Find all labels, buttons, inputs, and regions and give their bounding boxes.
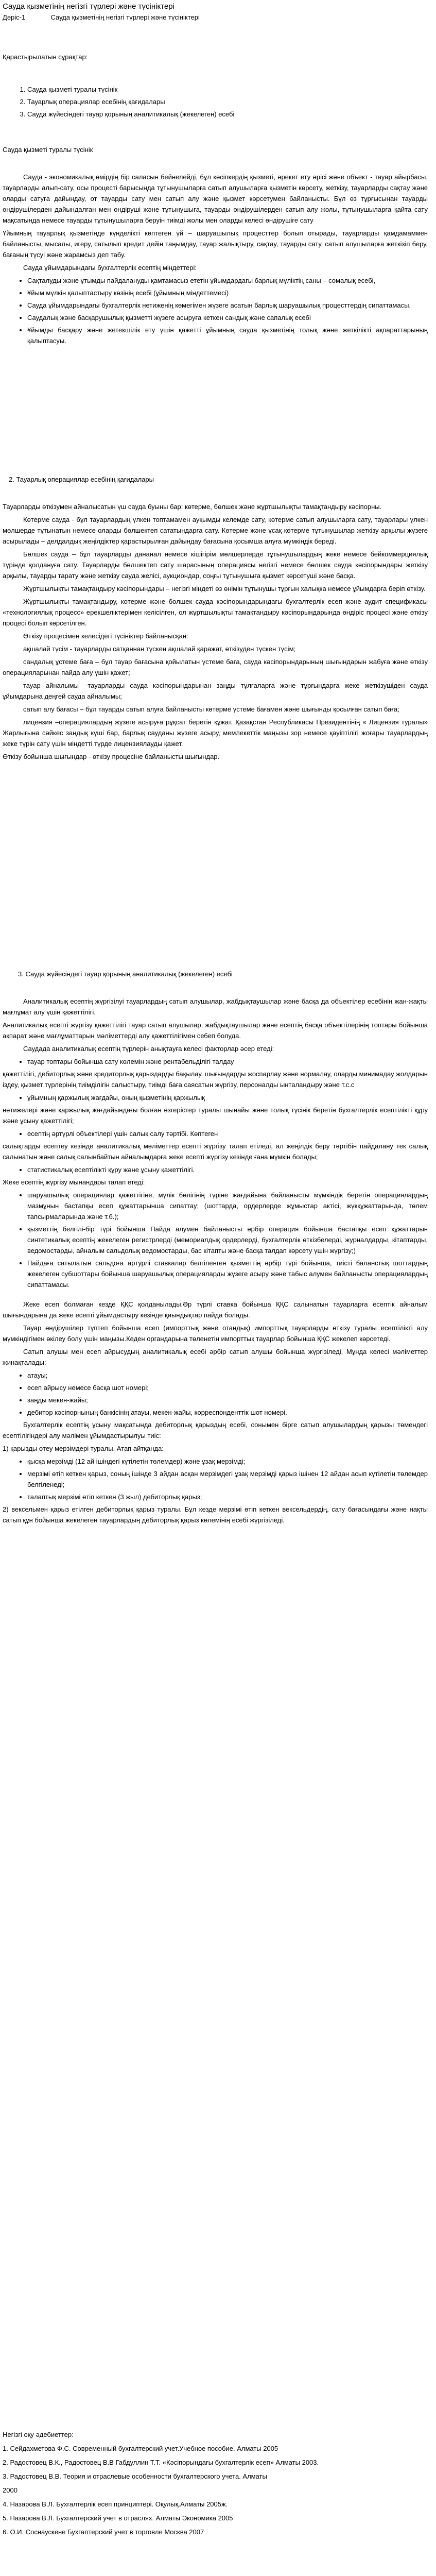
paragraph: сатып алу бағасы – бұл тауарды сатып алуға байланысты көтерме үстеме бағамен және шығынды қосылған сатып баға; — [23, 705, 399, 713]
paragraph: Көтерме сауда - бұл тауарлардың үлкен топтамамен ауқымды келемде сату, көтерме сатып алушыларға сату, тауарлары үлкен мөлшерде тұтынатын немесе оларды бөлшектеп сататындарға сату. Көтерме және ұсақ көтерме тұтынушылар жеткізу арқылы жүзеге асырылады – делдалдық жеңілдіктер қарастырылған дайындау бағасына қосымша алуға мүмкіндік береді. — [3, 516, 428, 545]
list-item: • Ұйымды басқару және жетекшілік ету үшін қажетті ұйымның сауда қызметінің толық және жеткілікті ақпараттарының қалыптасуы. — [27, 325, 428, 346]
list-item: • Ұйым мүлкін қалыптастыру көзінің есебі (ұйымның міндеттемесі) — [27, 287, 428, 298]
list-item: • Сауда ұйымдарындағы бухгалтерлік нетиженің көмегімен жүзеге асатын барлық шаруашылық процесттердің сипаттамасы. — [27, 300, 428, 311]
outline — [3, 52, 428, 121]
list-item: • тауар топтары бойынша сату көлемін және рентабельділігі талдау — [27, 1056, 428, 1067]
paragraph: лицензия –операциялардың жүзеге асыруға рұқсат беретін құжат. Қазақстан Республикасы Президентінің « Лицензия туралы» Жарлығына сәйкес заңдық күші бар, барлық сауданы жүзеге асыру, мемлекеттік маңызы зор немесе қауіптілігі жоғары тауарлардың жеке түрін сату үшін міндетті түрде лицензиялауды қажет. — [3, 718, 428, 748]
section-heading: 2. Тауарлық операциялар есебінің қағидалары — [9, 476, 154, 483]
header — [3, 1, 428, 23]
list-item: • қысқа мерзімді (12 ай ішіндегі күтілетін төлемдер) және ұзақ мерзімді; — [27, 1456, 428, 1467]
paragraph: Сауда - экономикалық өмірдің бір саласын бейнелейді, бұл кәсіпкердің қызметі, әрекет ету әрісі және объект - тауар айырбасы, тауарларды алып-сату, осы процесті барысында тұтынушыларға сатып алушыларға қызметін көрсету, жеткізу, тауарларды сақтау және оларды сатуға дайындау, от тауарды сату мен сатып алу және қызмет көрсетумен байланысты. Бұл өз тұрғысынан тауарды өндірушілерден дайындалған мен өндіруші және тұтынушыға, тауарды өндірушілерден сатып алу жолы, тұтынушыларға қайта сату мақсатында немесе тауарды тұтынушыларға беруін тиімді жолы мен оларды келесі өндірушіге сату — [3, 173, 428, 224]
paragraph: Сауда ұйымдарындағы бухгалтерлік есептің міндеттері: — [23, 264, 197, 272]
list-item: • талаптық мерзімі өтіп кеткен (3 жыл) дебиторлық қарыз; — [27, 1492, 428, 1502]
paragraph: Аналитикалық есептің жүргізілуі тауарлардың сатып алушылар, жабдықтаушылар және басқа да объектілер есебінің жан-жақты мағлұмат алу үшін қажеттілігі. — [3, 997, 428, 1016]
reference-item: 3. Радостовец В.В. Теория и отраслевые особенности бухгалтерского учета. Алматы — [3, 2472, 267, 2480]
duties-list — [3, 275, 428, 346]
list-item: • шаруашылық операциялар қажеттігіне, мүлік бөлігінің түріне жағдайына байланысты мүмкіндік беретін операциялардың мазмұнын бастапқы есеп құжаттарынша сипаттау; (шоттарда, ордерлерде жұмыстар актісі, жүкқұжаттарында, төлем тапсырмаларында және т.б.); — [27, 1190, 428, 1222]
list-item: • мерзімі өтіп кеткен қарыз, соның ішінде 3 айдан асқан мерзімдегі ұзақ мерзімді қарыз ішінен 12 айдан асып күтілетін төлемдер белгіленеді; — [27, 1468, 428, 1490]
section-heading: Сауда қызметі туралы түсінік — [3, 146, 93, 154]
list-item: • есеп айрысу немесе басқа шот номері; — [27, 1382, 428, 1393]
paragraph: 1) қарызды өтеу мерзімдері туралы. Атап айтқанда: — [3, 1445, 164, 1452]
factor-list — [3, 1128, 428, 1139]
reference-item: 4. Назарова В.Л. Бухгалтерлік есеп принциптері. Оқулық.Алматы 2005ж. — [3, 2500, 228, 2508]
reference-item: 5. Назарова В.Л. Бухгалтерский учет в отраслях. Алматы Экономика 2005 — [3, 2514, 233, 2522]
paragraph: Жұртшылықты тамақтандыру кәсіпорындары – негізгі міндеті өз өнімін тұтынушы тұрғын халықка немесе ұйымдарға беріп өткізу. — [23, 585, 426, 592]
section-heading: 3. Сауда жүйесіндегі тауар қорының аналитикалық (жекелеген) есебі — [18, 970, 233, 978]
paragraph: Жеке есептің жүргізу мынандары талап етеді: — [3, 1178, 145, 1186]
paragraph: сандалық ұстеме баға – бұл тауар бағасына қойылатын үстеме баға, сауда кәсіпорындарының шығындарын жабуға және өткізу операцияларынан пайда алу үшін қажет; — [3, 658, 428, 676]
document-title: Сауда қызметінің негізгі түрлері және түсініктері — [3, 2, 175, 11]
factor-list — [3, 1164, 428, 1175]
paragraph: Бөлшек сауда – бұл тауарларды дананал немесе кішігірім мөлшерлерде тұтынушылардың жеке немесе бейкоммерциялық түрінде қолдануға сату. Тауарларды бөлшектеп сату шарасының операциясы негізгі немесе бөлшек сауда кәсіпорындары жеткізу арқылы, тауарды тарату және жеткізу сауда желісі, аукциондар, соңғы тұтынушыға қызмет көрсетуші және басқа. — [3, 550, 428, 580]
paragraph: 2) вексельмен қарыз етілген дебиторлық қарыз туралы. Бұл кезде мерзімі өтіп кеткен вексельдердің, сату бағасындағы және нақты сатып құн бойынша жекелеген тауарлардың дебиторлық қарыз көлемінің есебі жүргізіледі. — [3, 1505, 428, 1524]
outline-item: 3. Сауда жүйесіндегі тауар қорының аналитикалық (жекелеген) есебі — [27, 109, 428, 120]
reference-item: 2. Радостовец В.К., Радостовец В.В Габдуллин Т.Т. «Кәсіпорындағы бухгалтерлік есеп» Алматы 2003. — [3, 2459, 319, 2466]
paragraph: нәтижелері және қаржылық жағдайындағы болған өзгерістер туралы шынайы және толық түсінік беретін бухгалтерлік есептілікті құру және ұсыну қажеттілігі; — [3, 1106, 428, 1125]
paragraph: Саудада аналитикалық есептің түрлерін анықтауға келесі факторлар әсер етеді: — [23, 1045, 274, 1053]
section-2 — [3, 474, 428, 764]
paragraph: Үйымның тауарлық қызметінде күнделікті көптеген үй – шаруашылық процесттер болып отырады, тауарларды қамдамаммен байланысты, мысалы, игеру, сатылып кредит дейін таңымдау, тауар жалықтыру, сақтау, тауарды сату, сатып алушыларға жеткізіп беру, бағаның түсуі және жарамсыз деп табу. — [3, 229, 428, 259]
paragraph: қажеттілігі, дебиторлық және кредиторлық қарыздарды бақылау, шығындарды жоспарлау және нормалау, оларды минимадау жолдарын іздеу, қызмет түрлерінің тиімділігін салыстыру, тиімді баға саясатын жүргізу, персоналды ынталандыру және т.с.с — [3, 1070, 428, 1089]
references — [3, 2429, 428, 2540]
factor-list — [3, 1092, 428, 1103]
lecture-topic: Сауда қызметінің негізгі түрлері және түсініктері — [50, 13, 200, 21]
buyer-details-list — [3, 1370, 428, 1418]
paragraph: Жеке есеп болмаған кезде ҚҚС қолданылады.Әр түрлі ставка бойынша ҚҚС салынатын тауарларға есептік айналым шығындарына да жеке есепті ұйымдастыру кезінде қиындықтар пайда болады. — [3, 1300, 428, 1319]
paragraph: Бухгалтерлік есептің ұсыну мақсатында дебиторлық қарыздың есебі, сонымен бірге сатып алушылардың қарызы төмендегі есептілігіндері алу мәлімен ұйымдастырылуы тиіс: — [3, 1421, 428, 1439]
list-item: • дебитор кәсіпорнының банкісінің атауы, мекен-жайы, корреспонденттік шот номері. — [27, 1407, 428, 1418]
list-item: • есептің әртүрлі объектілері үшін салық салу тәртібі. Көптеген — [27, 1128, 428, 1139]
reference-item: 1. Сейдахметова Ф.С. Современный бухгалтерский учет.Учебное пособие. Алматы 2005 — [3, 2445, 278, 2452]
debt-terms-list — [3, 1456, 428, 1502]
list-item: • ұйымның қаржылық жағдайы, оның қызметінің қаржылық — [27, 1092, 428, 1103]
outline-item: 1. Сауда қызметі туралы түсінік — [27, 84, 428, 95]
outline-item: 2. Тауарлық операциялар есебінің қағидалары — [27, 96, 428, 107]
paragraph: Өткізу процесімен келесідегі түсініктер байланысқан: — [23, 632, 188, 640]
paragraph: тауар айналымы –тауарларды сауда кәсіпорындарынан заңды тұлғаларға және тұрғындарға жеке жеткізушіден сауда ұйымдарына деңгей сауда айналымы; — [3, 682, 428, 700]
paragraph: Жұртшылықты тамақтандыру, көтерме және бөлшек сауда кәсіпорындарындағы бухгалтерлік есеп және аудит спецификасы «технологиялық процесс» ерекшеліктерімен келісілген, ол жұртшылықты тамақтандыру кәсіпорындарында өндіріс процесі және өткізу процесі болып көрсетілген. — [3, 598, 428, 627]
paragraph: Сатып алушы мен есеп айрысудың аналитикалық есебі әрбір сатып алушы бойынша жүргізіледі, Мұнда келесі мәліметтер жинақталады: — [3, 1348, 428, 1366]
list-item: • Сақталуды және ұтымды пайдалануды қамтамасыз ететін ұйымдардағы барлық мүліктің саны – сомалық есебі, — [27, 275, 428, 286]
list-item: • статистикалық есептілікті құру және ұсыну қажеттілігі. — [27, 1164, 428, 1175]
list-item: • заңды мекен-жайы; — [27, 1395, 428, 1405]
requirements-list — [3, 1190, 428, 1290]
paragraph: Аналитикалық есепті жүргізу қажеттілігі тауар сатып алушылар, жабдықтаушылар және есептің басқа объектілерінің топтары бойынша ақпарат және мағлұматтарын мәліметтерді алу қажеттілігімен себеп болуда. — [3, 1021, 428, 1040]
outline-heading: Қарастырылатын сұрақтар: — [3, 53, 88, 61]
section-3 — [3, 969, 428, 1528]
paragraph: салықтарды есептеу кезінде аналитикалық мәліметтер есепті жүргізу талап етіледі, ал жеңілдік беру тәртібін пайдалану тек салық салынатын және салық салынбайтын айналымдарға жеке есепті жүргізу кезінде ғана мүмкін болады; — [3, 1142, 428, 1161]
section-1 — [3, 144, 428, 348]
list-item: • Пайдаға сатылатын сальдоға артурлі ставкалар белгіленген қызметтің әрбір түрі бойынша, тиісті баланстық шоттардың жекелеген субшоттары бойынша шаруашылық операцияларды жүзеге асыру және табыс алумен байланысты операциялардың сипаттамасы. — [27, 1258, 428, 1290]
list-item: • Саудалық және басқарушылық қызметті жүзеге асыруға кеткен сандық және сапалық есебі — [27, 312, 428, 323]
list-item: • қызметтің белгілі-бір түрі бойынша Пайда алумен байланысты әрбір операция бойынша бастапқы есеп құжаттарын синтетикалық есептің жекелеген регистрлерді (мемориалдық ордерлерді, бухгалтерлік өткізбелерді, журналдарды, кітаптарды, ведомостарды, айналым сальдолық ведомостарды, бас кітапты және басқа талдап көрсету үшін жүргізу;) — [27, 1224, 428, 1256]
paragraph: Тауарларды өткізумен айналысатын үш сауда буыны бар: көтерме, бөлшек және жұртшылықты тамақтандыру кәсіпорны. — [3, 503, 382, 511]
reference-item: 6. О.И. Соснаускене Бухгалтерский учет в торговле Москва 2007 — [3, 2528, 204, 2536]
references-heading: Негізгі оқу әдебиеттер: — [3, 2431, 74, 2438]
paragraph: Тауар өндірушілер түптеп бойынша есеп (импорттық және отандық) импорттық тауарларды өткізу туралы есептілікті алу мүмкіндігімен өкілеу болу үшін маңызы.Кеден органдарына төленетін импорттық тауарлар бойынша ҚҚС жекелеп көрсетеді. — [3, 1324, 428, 1343]
paragraph: ақшалай түсім - тауарларды сатқаннан түскен ақшалай қаражат, өткізуден түскен түсім; — [23, 645, 296, 653]
reference-item: 2000 — [3, 2486, 18, 2494]
outline-list — [3, 84, 428, 120]
factor-list — [3, 1056, 428, 1067]
lecture-line — [3, 12, 428, 23]
paragraph: Өткізу бойынша шығындар - өткізу процесіне байланысты шығындар. — [3, 753, 220, 760]
list-item: • атауы; — [27, 1370, 428, 1381]
lecture-number: Дәріс-1 — [3, 13, 26, 21]
